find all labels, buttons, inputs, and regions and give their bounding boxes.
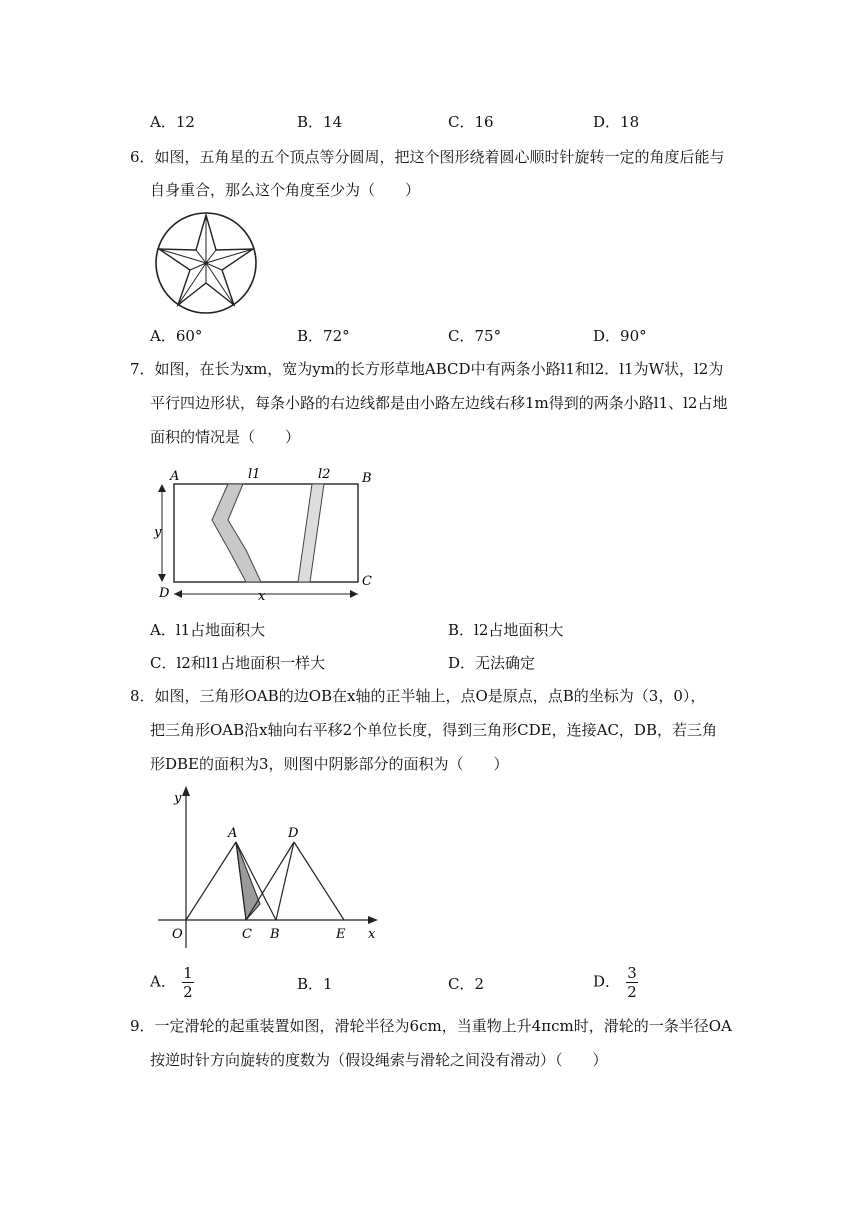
q8-label-y: y	[174, 791, 182, 806]
q8-option-a	[150, 965, 194, 1000]
q9-text-line-2: 按逆时针方向旋转的度数为（假设绳索与滑轮之间没有滑动）（ ）	[150, 1051, 608, 1069]
q8-option-c: C．2	[448, 975, 485, 993]
q8-label-d: D	[288, 826, 299, 841]
q7-option-d: D．无法确定	[448, 654, 536, 672]
q7-text-line-2: 平行四边形状，每条小路的右边线都是由小路左边线右移1m得到的两条小路l1、l2占地	[150, 394, 728, 412]
q8-option-a-numerator: 1	[183, 964, 193, 982]
q7-label-l2: l2	[318, 467, 331, 482]
q8-text-line-1: 8．如图，三角形OAB的边OB在x轴的正半轴上，点O是原点，点B的坐标为（3，0），	[130, 687, 706, 705]
q8-label-a: A	[228, 826, 238, 841]
q9-text-line-1: 9．一定滑轮的起重装置如图，滑轮半径为6cm，当重物上升4πcm时，滑轮的一条半径OA	[130, 1017, 732, 1035]
q7-label-b: B	[362, 471, 372, 486]
q8-label-b: B	[270, 927, 280, 942]
q7-label-d: D	[159, 586, 170, 601]
q8-label-e: E	[336, 927, 346, 942]
q7-label-a: A	[170, 469, 180, 484]
q8-option-d-prefix: D．	[593, 972, 621, 991]
q7-label-y: y	[154, 525, 162, 540]
q8-label-c: C	[242, 927, 252, 942]
q7-label-l1: l1	[248, 467, 261, 482]
q6-option-c: C．75°	[448, 327, 502, 345]
q6-star-figure	[150, 208, 262, 316]
q5-option-c: C．16	[448, 113, 494, 131]
q8-triangle-figure	[150, 782, 382, 954]
q8-option-b: B．1	[297, 975, 333, 993]
q8-label-o: O	[172, 927, 183, 942]
q8-option-d	[593, 965, 638, 1000]
q7-text-line-3: 面积的情况是（ ）	[150, 428, 301, 446]
q7-option-a: A．l1占地面积大	[150, 621, 266, 639]
q8-option-a-denominator: 2	[183, 983, 193, 1001]
q6-option-d: D．90°	[593, 327, 647, 345]
q8-text-line-2: 把三角形OAB沿x轴向右平移2个单位长度，得到三角形CDE，连接AC，DB，若三角	[150, 721, 717, 739]
q7-option-b: B．l2占地面积大	[448, 621, 564, 639]
q8-option-d-fraction	[626, 965, 638, 1000]
q8-option-d-numerator: 3	[627, 964, 637, 982]
q6-option-a: A．60°	[150, 327, 203, 345]
q6-text-line-2: 自身重合，那么这个角度至少为（ ）	[150, 181, 421, 199]
q7-label-c: C	[362, 574, 372, 589]
q7-label-x: x	[258, 589, 266, 604]
q7-text-line-1: 7．如图，在长为xm，宽为ym的长方形草地ABCD中有两条小路l1和l2．l1为W状，l2为	[130, 360, 724, 378]
q8-option-a-fraction	[182, 965, 194, 1000]
q7-option-c: C．l2和l1占地面积一样大	[150, 654, 326, 672]
q8-text-line-3: 形DBE的面积为3，则图中阴影部分的面积为（ ）	[150, 755, 509, 773]
q5-option-d: D．18	[593, 113, 640, 131]
q7-rectangle-figure	[150, 460, 382, 604]
q5-option-b: B．14	[297, 113, 343, 131]
q6-option-b: B．72°	[297, 327, 350, 345]
q6-text-line-1: 6．如图，五角星的五个顶点等分圆周，把这个图形绕着圆心顺时针旋转一定的角度后能与	[130, 148, 725, 166]
q8-label-x: x	[368, 927, 376, 942]
q5-option-a: A．12	[150, 113, 195, 131]
q8-option-d-denominator: 2	[627, 983, 637, 1001]
q8-option-a-prefix: A．	[150, 972, 176, 991]
